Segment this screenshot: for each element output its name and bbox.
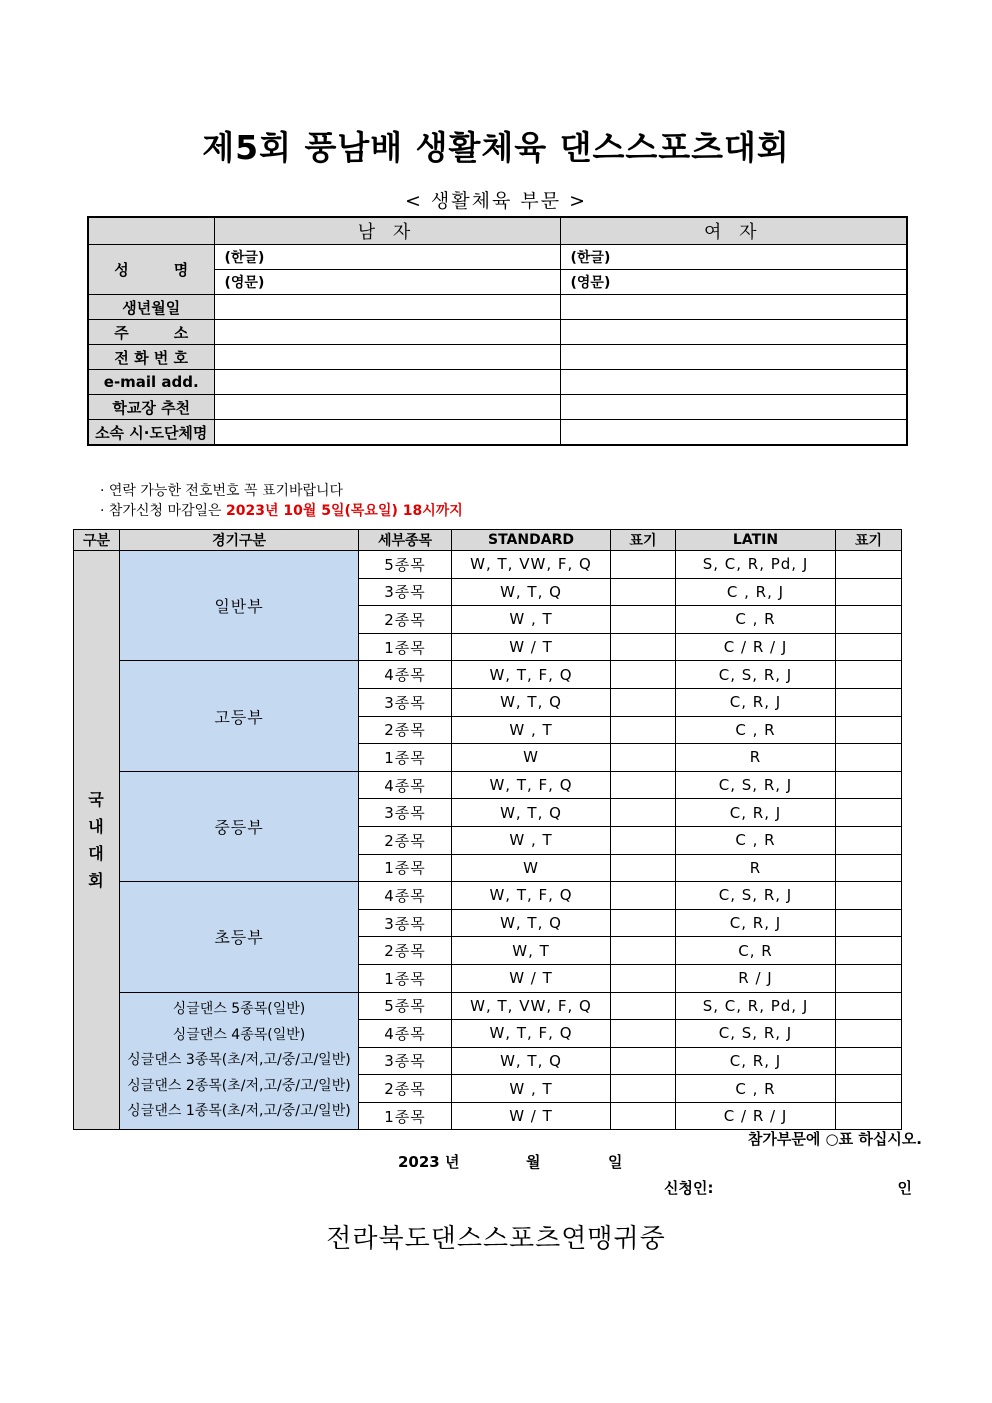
male-info-field[interactable] [214, 345, 560, 370]
standard-dances-cell: W , T [452, 606, 611, 634]
event-count-cell: 4종목 [359, 661, 452, 689]
event-header-cell: 경기구분 [120, 530, 359, 551]
event-header-cell: 표기 [611, 530, 676, 551]
standard-dances-cell: W , T [452, 826, 611, 854]
event-count-cell: 5종목 [359, 992, 452, 1020]
event-header-cell: LATIN [676, 530, 836, 551]
male-english-name-field[interactable]: (영문) [214, 270, 560, 295]
single-dance-name: 싱글댄스 2종목(초/저,고/중/고/일반) [127, 1077, 351, 1094]
event-header-cell: 세부종목 [359, 530, 452, 551]
standard-mark-cell[interactable] [611, 1047, 676, 1075]
standard-dances-cell: W, T, VW, F, Q [452, 551, 611, 579]
info-row [88, 320, 907, 345]
latin-mark-cell[interactable] [836, 882, 902, 910]
female-info-field[interactable] [560, 295, 907, 320]
standard-dances-cell: W / T [452, 964, 611, 992]
standard-mark-cell[interactable] [611, 882, 676, 910]
standard-mark-cell[interactable] [611, 688, 676, 716]
standard-dances-cell: W, T, Q [452, 909, 611, 937]
date-day: 일 [608, 1153, 623, 1171]
header-female: 여 자 [560, 217, 907, 245]
standard-dances-cell: W [452, 854, 611, 882]
info-label: e-mail add. [88, 370, 214, 395]
latin-dances-cell: R [676, 854, 836, 882]
applicant-label: 신청인: [664, 1179, 714, 1197]
latin-mark-cell[interactable] [836, 716, 902, 744]
applicant-signature [664, 1177, 912, 1198]
event-count-cell: 1종목 [359, 1102, 452, 1130]
latin-dances-cell: C , R [676, 1075, 836, 1103]
latin-dances-cell: C, S, R, J [676, 771, 836, 799]
category-cell: 초등부 [120, 882, 359, 992]
document-title: 제5회 풍남배 생활체육 댄스스포츠대회 [202, 128, 790, 167]
header-male: 남 자 [214, 217, 560, 245]
standard-mark-cell[interactable] [611, 744, 676, 772]
female-info-field[interactable] [560, 395, 907, 420]
event-count-cell: 3종목 [359, 799, 452, 827]
standard-mark-cell[interactable] [611, 1102, 676, 1130]
single-dance-name: 싱글댄스 4종목(일반) [172, 1026, 306, 1043]
latin-dances-cell: C, R, J [676, 799, 836, 827]
event-count-cell: 4종목 [359, 882, 452, 910]
latin-mark-cell[interactable] [836, 1075, 902, 1103]
single-dance-name: 싱글댄스 5종목(일반) [172, 1001, 306, 1018]
standard-dances-cell: W , T [452, 716, 611, 744]
application-date [398, 1151, 623, 1172]
standard-mark-cell[interactable] [611, 937, 676, 965]
standard-dances-cell: W / T [452, 633, 611, 661]
standard-dances-cell: W [452, 744, 611, 772]
event-count-cell: 5종목 [359, 551, 452, 579]
category-cell: 고등부 [120, 661, 359, 771]
latin-dances-cell: S, C, R, Pd, J [676, 992, 836, 1020]
standard-mark-cell[interactable] [611, 964, 676, 992]
event-count-cell: 2종목 [359, 606, 452, 634]
female-info-field[interactable] [560, 345, 907, 370]
event-count-cell: 3종목 [359, 688, 452, 716]
event-count-cell: 1종목 [359, 854, 452, 882]
applicant-info-table [87, 216, 908, 446]
info-label: 소속 시·도단체명 [88, 420, 214, 446]
organization-name: 전라북도댄스스포츠연맹귀중 [326, 1224, 666, 1254]
event-header-cell: STANDARD [452, 530, 611, 551]
latin-mark-cell[interactable] [836, 1102, 902, 1130]
standard-dances-cell: W, T, Q [452, 578, 611, 606]
latin-dances-cell: C / R / J [676, 1102, 836, 1130]
category-cell: 일반부 [120, 551, 359, 661]
event-count-cell: 3종목 [359, 1047, 452, 1075]
event-header-cell: 구분 [74, 530, 120, 551]
single-dance-name: 싱글댄스 3종목(초/저,고/중/고/일반) [127, 1052, 351, 1069]
latin-mark-cell[interactable] [836, 771, 902, 799]
standard-mark-cell[interactable] [611, 578, 676, 606]
standard-mark-cell[interactable] [611, 771, 676, 799]
event-row [74, 992, 902, 1020]
latin-dances-cell: R [676, 744, 836, 772]
standard-mark-cell[interactable] [611, 992, 676, 1020]
info-row [88, 420, 907, 446]
event-count-cell: 2종목 [359, 1075, 452, 1103]
division-cell: 국내대회 [74, 551, 120, 1130]
standard-mark-cell[interactable] [611, 1020, 676, 1048]
standard-mark-cell[interactable] [611, 661, 676, 689]
mark-instruction: 참가부문에 ○표 하십시오. [747, 1130, 922, 1148]
category-cell: 중등부 [120, 771, 359, 881]
event-row [74, 882, 902, 910]
standard-mark-cell[interactable] [611, 799, 676, 827]
single-dance-category-cell [120, 992, 359, 1130]
notes [100, 481, 463, 521]
standard-mark-cell[interactable] [611, 716, 676, 744]
standard-dances-cell: W , T [452, 1075, 611, 1103]
note-deadline: · 참가신청 마감일은 2023년 10월 5일(목요일) 18시까지 [100, 503, 463, 519]
male-info-field[interactable] [214, 395, 560, 420]
standard-dances-cell: W / T [452, 1102, 611, 1130]
info-label: 학교장 추천 [88, 395, 214, 420]
latin-mark-cell[interactable] [836, 688, 902, 716]
latin-mark-cell[interactable] [836, 551, 902, 579]
date-year: 2023 년 [398, 1153, 460, 1171]
standard-dances-cell: W, T, F, Q [452, 1020, 611, 1048]
latin-dances-cell: C, R, J [676, 909, 836, 937]
standard-dances-cell: W, T, Q [452, 688, 611, 716]
latin-dances-cell: R / J [676, 964, 836, 992]
female-info-field[interactable] [560, 320, 907, 345]
standard-dances-cell: W, T, Q [452, 1047, 611, 1075]
latin-dances-cell: C , R, J [676, 578, 836, 606]
latin-mark-cell[interactable] [836, 1020, 902, 1048]
event-header-cell: 표기 [836, 530, 902, 551]
latin-mark-cell[interactable] [836, 633, 902, 661]
latin-dances-cell: C, R, J [676, 1047, 836, 1075]
latin-mark-cell[interactable] [836, 909, 902, 937]
latin-mark-cell[interactable] [836, 854, 902, 882]
latin-dances-cell: C, S, R, J [676, 1020, 836, 1048]
event-count-cell: 2종목 [359, 826, 452, 854]
latin-mark-cell[interactable] [836, 937, 902, 965]
latin-mark-cell[interactable] [836, 992, 902, 1020]
info-row [88, 370, 907, 395]
male-info-field[interactable] [214, 295, 560, 320]
event-count-cell: 4종목 [359, 771, 452, 799]
event-count-cell: 1종목 [359, 744, 452, 772]
event-count-cell: 1종목 [359, 964, 452, 992]
latin-dances-cell: C, R [676, 937, 836, 965]
latin-mark-cell[interactable] [836, 606, 902, 634]
standard-mark-cell[interactable] [611, 551, 676, 579]
single-dance-name: 싱글댄스 1종목(초/저,고/중/고/일반) [127, 1103, 351, 1120]
latin-mark-cell[interactable] [836, 826, 902, 854]
event-count-cell: 2종목 [359, 937, 452, 965]
seal-label: 인 [897, 1179, 912, 1197]
note-contact: · 연락 가능한 전호번호 꼭 표기바랍니다 [100, 483, 344, 499]
latin-dances-cell: C , R [676, 826, 836, 854]
date-month: 월 [526, 1153, 541, 1171]
info-label: 생년월일 [88, 295, 214, 320]
latin-mark-cell[interactable] [836, 1047, 902, 1075]
event-count-cell: 2종목 [359, 716, 452, 744]
info-row [88, 395, 907, 420]
deadline-date: 2023년 10월 5일(목요일) 18시까지 [226, 503, 463, 519]
latin-dances-cell: S, C, R, Pd, J [676, 551, 836, 579]
standard-mark-cell[interactable] [611, 909, 676, 937]
latin-dances-cell: C, S, R, J [676, 882, 836, 910]
standard-dances-cell: W, T, F, Q [452, 661, 611, 689]
standard-mark-cell[interactable] [611, 1075, 676, 1103]
event-count-cell: 3종목 [359, 578, 452, 606]
latin-mark-cell[interactable] [836, 578, 902, 606]
event-header-row [74, 530, 902, 551]
latin-mark-cell[interactable] [836, 744, 902, 772]
latin-dances-cell: C, S, R, J [676, 661, 836, 689]
event-row [74, 551, 902, 579]
info-label: 주 소 [88, 320, 214, 345]
event-row [74, 771, 902, 799]
latin-dances-cell: C, R, J [676, 688, 836, 716]
info-label: 전 화 번 호 [88, 345, 214, 370]
latin-mark-cell[interactable] [836, 661, 902, 689]
standard-mark-cell[interactable] [611, 633, 676, 661]
standard-dances-cell: W, T, VW, F, Q [452, 992, 611, 1020]
male-info-field[interactable] [214, 370, 560, 395]
standard-mark-cell[interactable] [611, 606, 676, 634]
standard-mark-cell[interactable] [611, 826, 676, 854]
male-info-field[interactable] [214, 320, 560, 345]
standard-dances-cell: W, T [452, 937, 611, 965]
latin-dances-cell: C , R [676, 716, 836, 744]
event-table [73, 529, 902, 1130]
female-english-name-field[interactable]: (영문) [560, 270, 907, 295]
latin-dances-cell: C , R [676, 606, 836, 634]
latin-dances-cell: C / R / J [676, 633, 836, 661]
latin-mark-cell[interactable] [836, 799, 902, 827]
event-count-cell: 3종목 [359, 909, 452, 937]
female-info-field[interactable] [560, 420, 907, 446]
female-info-field[interactable] [560, 370, 907, 395]
event-row [74, 661, 902, 689]
info-row [88, 345, 907, 370]
info-row [88, 295, 907, 320]
event-count-cell: 4종목 [359, 1020, 452, 1048]
standard-mark-cell[interactable] [611, 854, 676, 882]
latin-mark-cell[interactable] [836, 964, 902, 992]
standard-dances-cell: W, T, Q [452, 799, 611, 827]
standard-dances-cell: W, T, F, Q [452, 771, 611, 799]
female-korean-name-field[interactable]: (한글) [560, 245, 907, 270]
name-label: 성 명 [88, 245, 214, 295]
event-count-cell: 1종목 [359, 633, 452, 661]
male-korean-name-field[interactable]: (한글) [214, 245, 560, 270]
standard-dances-cell: W, T, F, Q [452, 882, 611, 910]
male-info-field[interactable] [214, 420, 560, 446]
document-subtitle: < 생활체육 부문 > [404, 190, 588, 212]
